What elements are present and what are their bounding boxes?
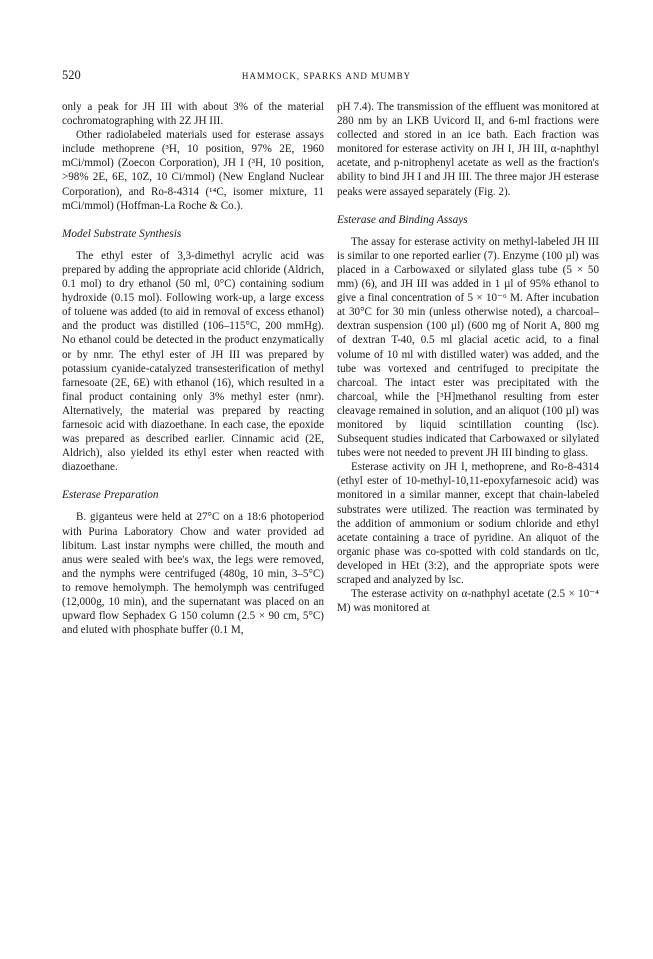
paragraph: Esterase activity on JH I, methoprene, and Ro-8-4314 (ethyl ester of 10-methyl-10,11-epoxyfarnesoic acid) was monitored in a similar manner, except that chain-labeled substrates were utilized. The reaction was terminated by the addition of ammonium or sodium chloride and ethyl acetate containing a trace of pyridine. An aliquot of the organic phase was co-spotted with cold standards on tlc, developed in HEt (3:2), and the appropriate spots were scraped and analyzed by lsc. [337, 461, 599, 586]
left-column [62, 100, 324, 637]
paragraph: only a peak for JH III with about 3% of the material cochromatographing with 2Z JH III. [62, 101, 324, 128]
paragraph: The esterase activity on α-nathphyl acetate (2.5 × 10⁻⁴ M) was monitored at [337, 588, 599, 615]
paragraph: B. giganteus were held at 27°C on a 18:6 photoperiod with Purina Laboratory Chow and water provided ad libitum. Last instar nymphs were chilled, the mouth and anus were sealed with bee's wax, the legs were removed, and the nymphs were centrifuged (480g, 10 min, 3–5°C) to remove hemolymph. The hemolymph was centrifuged (12,000g, 10 min), and the supernatant was placed on an upward flow Sephadex G 150 column (2.5 × 90 cm, 5°C) and eluted with phosphate buffer (0.1 M, [62, 511, 324, 637]
paragraph: The ethyl ester of 3,3-dimethyl acrylic acid was prepared by adding the appropriate acid chloride (Aldrich, 0.1 mol) to dry ethanol (50 ml, 0°C) containing sodium hydroxide (0.15 mol). Following work-up, a large excess of toluene was added (to aid in removal of excess ethanol) and the product was distilled (106–115°C, 200 mmHg). No ethanol could be detected in the product enzymatically or by nmr. The ethyl ester of JH III was prepared by potassium cyanide-catalyzed transesterification of methyl farnesoate (2E, 6E) with ethanol (16), which resulted in a final product containing only 3% methyl ester (nmr). Alternatively, the material was prepared by reacting farnesoic acid with diazoethane. In each case, the epoxide was prepared as described earlier. Cinnamic acid (2E, Aldrich), also yielded its ethyl ester when reacted with diazoethane. [62, 249, 324, 474]
paragraph: The assay for esterase activity on methyl-labeled JH III is similar to one reported earlier (7). Enzyme (100 µl) was placed in a Carbowaxed or silylated glass tube (5 × 50 mm) (6), and JH III was added in 1 µl of 95% ethanol to give a final concentration of 5 × 10⁻⁶ M. After incubation at 30°C for 30 min (unless otherwise noted), a charcoal–dextran suspension (100 µl) (600 mg of Norit A, 800 mg of dextran T-40, 0.5 ml glacial acetic acid, to a final volume of 10 ml with distilled water) was added, and the tube was vortexed and centrifuged to precipitate the charcoal. The intact ester was precipitated with the charcoal, while the [³H]methanol resulting from ester cleavage remained in solution, and an aliquot (100 µl) was monitored by liquid scintillation counting (lsc). Subsequent studies indicated that Carbowaxed or silylated tubes were not needed to prevent JH III binding to glass. [337, 235, 599, 460]
paragraph: pH 7.4). The transmission of the effluent was monitored at 280 nm by an LKB Uvicord II, and 6-ml fractions were collected and stored in an ice bath. Each fraction was monitored for esterase activity on JH I, JH III, α-naphthyl acetate, and p-nitrophenyl acetate as well as the fraction's ability to bind JH I and JH III. The three major JH esterase peaks were assayed separately (Fig. 2). [337, 101, 599, 198]
right-column [337, 100, 599, 615]
page-number: 520 [62, 68, 81, 82]
section-heading: Esterase and Binding Assays [337, 213, 468, 226]
paragraph: Other radiolabeled materials used for esterase assays include methoprene (³H, 10 position, 97% 2E, 1960 mCi/mmol) (Zoecon Corporation), JH I (³H, 10 position, >98% 2E, 6E, 10Z, 10 Ci/mmol) (New England Nuclear Corporation), and Ro-8-4314 (¹⁴C, isomer mixture, 11 mCi/mmol) (Hoffman-La Roche & Co.). [62, 129, 324, 212]
section-heading: Model Substrate Synthesis [62, 227, 182, 240]
section-heading: Esterase Preparation [62, 489, 159, 502]
running-head: HAMMOCK, SPARKS AND MUMBY [241, 71, 412, 81]
